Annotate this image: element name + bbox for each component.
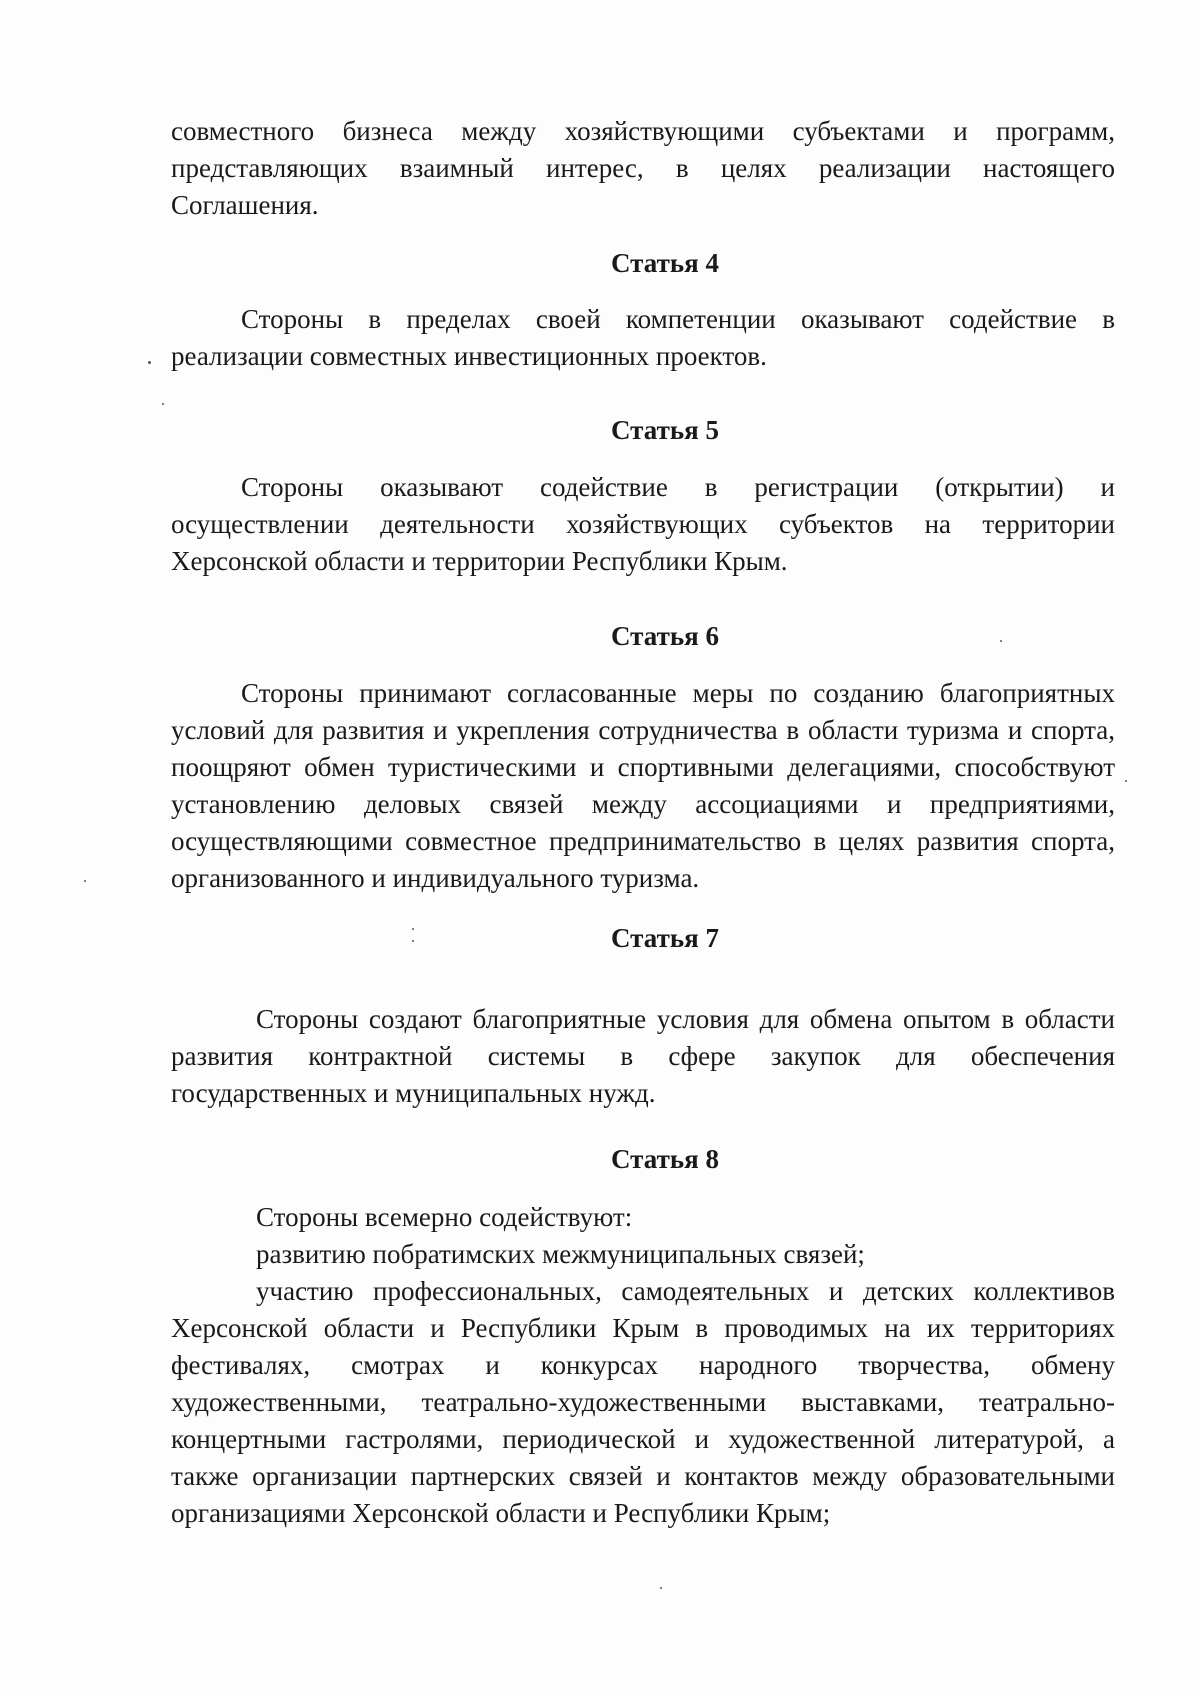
article-5-paragraph: Стороны оказывают содействие в регистрации (открытии) и осуществлении деятельности хозяйствующих субъектов на территории Херсонской области и территории Республики Крым. [171,472,1115,576]
article-6-paragraph: Стороны принимают согласованные меры по созданию благоприятных условий для развития и укрепления сотрудничества в области туризма и спорта, поощряют обмен туристическими и спортивными делегациями, способствуют установлению деловых связей между ассоциациями и предприятиями, осуществляющими совместное предпринимательство в целях развития спорта, организованного и индивидуального туризма. [171,678,1115,893]
article-6-heading: Статья 6 [611,621,719,651]
scan-speck [84,880,86,882]
scan-speck [162,403,164,405]
article-6-body [171,675,1115,897]
article-8-heading: Статья 8 [611,1144,719,1174]
article-7-paragraph: Стороны создают благоприятные условия для обмена опытом в области развития контрактной системы в сфере закупок для обеспечения государственных и муниципальных нужд. [171,1004,1115,1108]
scan-speck [1125,780,1127,782]
article-5-heading: Статья 5 [611,415,719,445]
article-4-paragraph: Стороны в пределах своей компетенции оказывают содействие в реализации совместных инвестиционных проектов. [171,304,1115,371]
scan-speck [412,940,414,942]
article-5-body [171,469,1115,580]
scan-speck [148,361,151,364]
article-4-heading: Статья 4 [611,248,719,278]
scan-speck [1000,640,1002,642]
article-8-item-1: развитию побратимских межмуниципальных связей; [256,1239,865,1269]
scan-speck [660,1587,662,1589]
article-7-body [171,1001,1115,1112]
intro-paragraph-block [171,113,1115,224]
intro-paragraph: совместного бизнеса между хозяйствующими субъектами и программ, представляющих взаимный интерес, в целях реализации настоящего Соглашения. [171,116,1115,220]
article-8-item-2: участию профессиональных, самодеятельных и детских коллективов Херсонской области и Республики Крым в проводимых на их территориях фестивалях, смотрах и конкурсах народного творчества, обмену художественными, театрально-художественными выставками, театрально-концертными гастролями, периодической и художественной литературой, а также организации партнерских связей и контактов между образовательными организациями Херсонской области и Республики Крым; [171,1276,1115,1528]
article-7-heading: Статья 7 [611,923,719,953]
article-8-body [171,1199,1115,1532]
article-8-intro: Стороны всемерно содействуют: [256,1202,633,1232]
scan-speck [412,928,414,930]
article-4-body [171,301,1115,375]
